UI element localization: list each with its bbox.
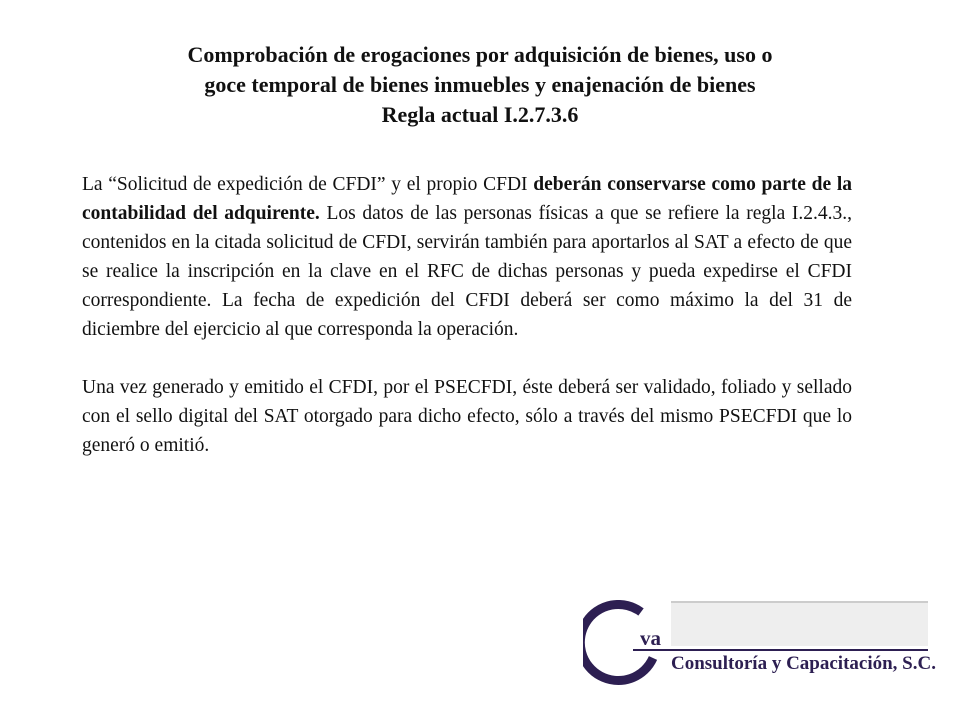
title-line-1: Comprobación de erogaciones por adquisición de bienes, uso o <box>187 42 773 67</box>
paragraph-1-intro: La “Solicitud de expedición de CFDI” y el propio CFDI <box>82 174 534 195</box>
paragraph-1-emphasis: deberán conservarse como parte de la contabilidad del adquirente. <box>82 174 853 224</box>
title-line-2: goce temporal de bienes inmuebles y enajenación de bienes <box>204 72 756 97</box>
paragraph-1-rest: Los datos de las personas físicas a que se refiere la regla I.2.4.3., contenidos en la citada solicitud de CFDI, servirán también para aportarlos al SAT a efecto de que se realice la inscripción en la clave en el RFC de dichas personas y pueda expedirse el CFDI correspondiente. La fecha de expedición del CFDI deberá ser como máximo la del 31 de diciembre del ejercicio al que corresponda la operación. <box>82 203 853 340</box>
document-body <box>82 170 852 460</box>
logo-accent-band <box>671 602 928 646</box>
logo-letters: va <box>640 626 661 650</box>
company-logo <box>583 600 936 685</box>
title-line-3: Regla actual I.2.7.3.6 <box>381 102 579 127</box>
logo-company-name: Consultoría y Capacitación, S.C. <box>671 653 936 674</box>
document-title <box>80 40 880 130</box>
paragraph-2: Una vez generado y emitido el CFDI, por el PSECFDI, éste deberá ser validado, foliado y sellado con el sello digital del SAT otorgado para dicho efecto, sólo a través del mismo PSECFDI que lo generó o emitió. <box>82 377 852 456</box>
paragraph-1 <box>82 170 852 344</box>
